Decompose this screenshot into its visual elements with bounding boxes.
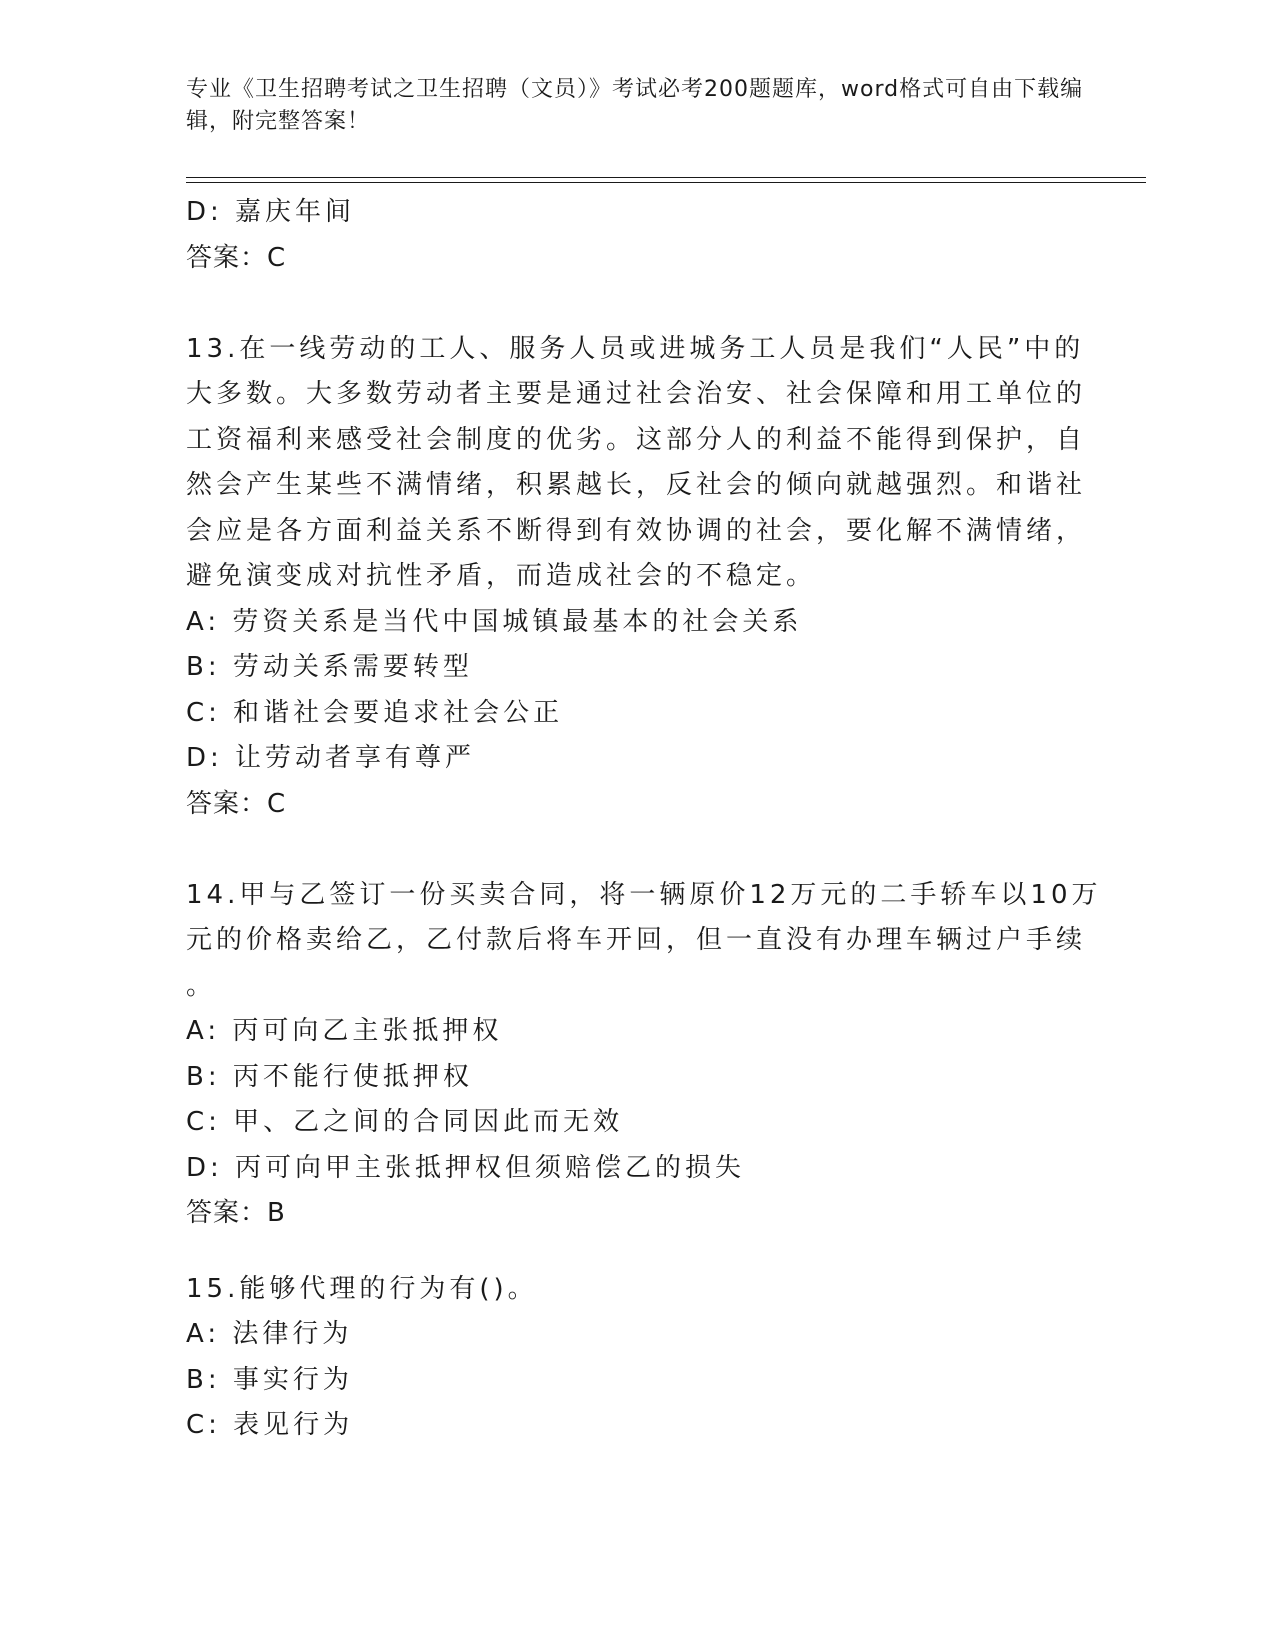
question-13-option-a: A: 劳资关系是当代中国城镇最基本的社会关系 <box>186 606 803 637</box>
question-13-stem: 13.在一线劳动的工人、服务人员或进城务工人员是我们“人民”中的大多数。大多数劳动者主要是通过社会治安、社会保障和用工单位的工资福利来感受社会制度的优劣。这部分人的利益不能得到保护，自然会产生某些不满情绪，积累越长，反社会的倾向就越强烈。和谐社会应是各方面利益关系不断得到有效协调的社会，要化解不满情绪，避免演变成对抗性矛盾，而造成社会的不稳定。 <box>186 333 1087 591</box>
document-body <box>186 190 1102 1449</box>
question-14-answer: 答案：B <box>186 1198 286 1228</box>
question-14-stem-line-3: 。 <box>186 970 217 1001</box>
question-13 <box>186 327 1086 828</box>
question-15 <box>186 1267 1086 1449</box>
prev-answer: 答案：C <box>186 242 287 273</box>
question-14-option-d: D: 丙可向甲主张抵押权但须赔偿乙的损失 <box>186 1152 746 1183</box>
question-15-option-b: B: 事实行为 <box>186 1364 353 1395</box>
question-13-answer: 答案：C <box>186 788 287 819</box>
question-14-stem-line-2: 元的价格卖给乙，乙付款后将车开回，但一直没有办理车辆过户手续 <box>186 925 1087 955</box>
question-14-option-b: B: 丙不能行使抵押权 <box>186 1061 473 1092</box>
question-15-option-a: A: 法律行为 <box>186 1319 353 1349</box>
question-14-option-a: A: 丙可向乙主张抵押权 <box>186 1016 503 1046</box>
question-13-option-d: D: 让劳动者享有尊严 <box>186 743 476 773</box>
question-14-stem-line-1: 14.甲与乙签订一份买卖合同，将一辆原价12万元的二手轿车以10万 <box>186 879 1102 910</box>
question-15-option-c: C: 表见行为 <box>186 1410 354 1440</box>
header-rule-top <box>186 177 1146 178</box>
question-14-option-c: C: 甲、乙之间的合同因此而无效 <box>186 1107 624 1137</box>
document-header: 专业《卫生招聘考试之卫生招聘（文员）》考试必考200题题库，word格式可自由下载编辑，附完整答案！ <box>186 77 1084 134</box>
question-13-option-c: C: 和谐社会要追求社会公正 <box>186 697 564 728</box>
question-14 <box>186 873 1102 1237</box>
question-15-stem: 15.能够代理的行为有()。 <box>186 1273 538 1304</box>
prev-option-d: D: 嘉庆年间 <box>186 197 356 227</box>
question-13-option-b: B: 劳动关系需要转型 <box>186 652 473 682</box>
header-rule-bottom <box>186 182 1146 183</box>
